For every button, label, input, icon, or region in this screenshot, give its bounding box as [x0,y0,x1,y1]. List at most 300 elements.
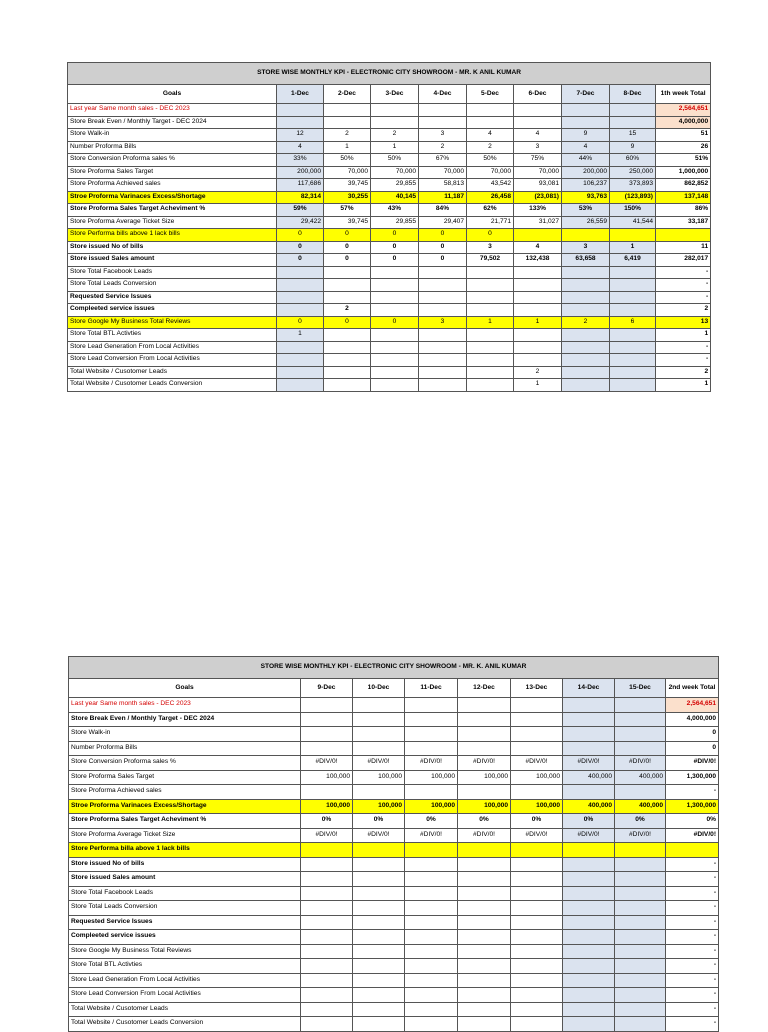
day-value-cell: 117,686 [277,179,324,192]
day-value-cell [511,872,563,887]
day-value-cell [419,366,467,379]
day-value-cell: 1 [467,316,514,329]
day-value-cell [563,698,615,713]
day-value-cell: 57% [324,204,371,217]
day-value-cell: 100,000 [511,770,563,785]
day-value-cell [405,741,458,756]
goal-label: Store Proforma Achieved sales [68,179,277,192]
day-value-cell [353,712,405,727]
table-row [68,354,711,367]
goal-label: Store Lead Conversion From Local Activities [69,988,301,1003]
week-total-cell: 2 [656,304,711,317]
day-value-cell [458,741,511,756]
day-value-cell: 133% [514,204,562,217]
day-value-cell: 43,542 [467,179,514,192]
week-total-cell: - [656,291,711,304]
table-row [68,129,711,142]
goal-label: Store Proforma Sales Target [69,770,301,785]
day-value-cell [301,988,353,1003]
table-row [69,973,719,988]
week-total-cell: 4,000,000 [666,712,719,727]
day-value-cell [511,1002,563,1017]
day-value-cell: 1 [514,379,562,392]
goal-label: Store Proforma Average Ticket Size [69,828,301,843]
day-value-cell [353,698,405,713]
table-row [69,814,719,829]
day-value-cell [610,379,656,392]
date-header: 11-Dec [405,679,458,698]
day-value-cell: 29,422 [277,216,324,229]
goal-label: Compleeted service issues [69,930,301,945]
goal-label: Store Lead Generation From Local Activities [68,341,277,354]
day-value-cell [405,973,458,988]
day-value-cell: 1 [514,316,562,329]
day-value-cell: 250,000 [610,166,656,179]
goal-label: Total Website / Cusotomer Leads [68,366,277,379]
day-value-cell: 26,458 [467,191,514,204]
week-total-cell: 862,852 [656,179,711,192]
week-total-cell: - [666,988,719,1003]
week-total-cell: 2,564,651 [666,698,719,713]
day-value-cell [277,354,324,367]
day-value-cell [615,901,666,916]
day-value-cell [511,698,563,713]
day-value-cell [371,116,419,129]
day-value-cell [371,379,419,392]
day-value-cell [562,104,610,117]
day-value-cell: 4 [562,141,610,154]
day-value-cell [514,266,562,279]
goal-label: Store Total BTL Activties [69,959,301,974]
day-value-cell [353,886,405,901]
goal-label: Total Website / Cusotomer Leads [69,1002,301,1017]
week-total-cell [656,229,711,242]
day-value-cell: 39,745 [324,179,371,192]
day-value-cell: 15 [610,129,656,142]
goal-label: Store Walk-in [68,129,277,142]
day-value-cell [419,329,467,342]
day-value-cell [301,857,353,872]
day-value-cell [371,104,419,117]
day-value-cell [563,712,615,727]
day-value-cell [458,973,511,988]
day-value-cell [324,116,371,129]
day-value-cell [563,727,615,742]
day-value-cell [467,116,514,129]
goal-label: Store issued Sales amount [69,872,301,887]
day-value-cell [511,915,563,930]
day-value-cell [301,944,353,959]
goal-label: Store Proforma Sales Target Acheviment % [68,204,277,217]
day-value-cell: #DIV/0! [405,756,458,771]
week-total-cell: 1 [656,379,711,392]
week-total-cell: 33,187 [656,216,711,229]
day-value-cell [562,116,610,129]
day-value-cell [563,741,615,756]
day-value-cell [563,959,615,974]
goal-label: Store Walk-in [69,727,301,742]
goal-label: Store Performa billa above 1 lack bills [69,843,301,858]
day-value-cell [511,930,563,945]
day-value-cell: (23,081) [514,191,562,204]
day-value-cell: 0 [467,229,514,242]
goal-label: Compleeted service issues [68,304,277,317]
day-value-cell [301,901,353,916]
week-total-cell: - [666,930,719,945]
week-total-cell: - [666,886,719,901]
day-value-cell [371,266,419,279]
day-value-cell [458,843,511,858]
day-value-cell [562,304,610,317]
day-value-cell: 0% [353,814,405,829]
day-value-cell [610,266,656,279]
day-value-cell: 0 [371,254,419,267]
day-value-cell [419,379,467,392]
day-value-cell: 2 [467,141,514,154]
goal-label: Number Proforma Bills [68,141,277,154]
week-total-cell: - [656,279,711,292]
week-total-cell: - [666,1017,719,1032]
day-value-cell: 3 [562,241,610,254]
week-total-cell: - [656,341,711,354]
day-value-cell [511,944,563,959]
day-value-cell [405,785,458,800]
day-value-cell: 0 [419,254,467,267]
day-value-cell: 2 [324,129,371,142]
day-value-cell [562,266,610,279]
day-value-cell: 100,000 [405,770,458,785]
goal-label: Store Proforma Sales Target Acheviment % [69,814,301,829]
day-value-cell [563,930,615,945]
day-value-cell: 132,438 [514,254,562,267]
day-value-cell [405,944,458,959]
day-value-cell: #DIV/0! [511,756,563,771]
date-header: 10-Dec [353,679,405,698]
sheet-title: STORE WISE MONTHLY KPI - ELECTRONIC CITY SHOWROOM - MR. K ANIL KUMAR [68,63,711,85]
day-value-cell: 0 [277,316,324,329]
day-value-cell [458,785,511,800]
day-value-cell [353,959,405,974]
day-value-cell [405,988,458,1003]
table-row [68,179,711,192]
day-value-cell [301,915,353,930]
day-value-cell: 58,813 [419,179,467,192]
table-row [69,698,719,713]
day-value-cell [511,901,563,916]
day-value-cell [458,872,511,887]
day-value-cell: 100,000 [301,770,353,785]
day-value-cell [615,886,666,901]
day-value-cell: 70,000 [324,166,371,179]
week-total-cell: - [666,785,719,800]
day-value-cell [615,712,666,727]
day-value-cell [610,104,656,117]
day-value-cell [562,279,610,292]
day-value-cell [562,329,610,342]
day-value-cell [353,872,405,887]
day-value-cell: #DIV/0! [458,828,511,843]
goals-header: Goals [68,85,277,104]
day-value-cell: 79,502 [467,254,514,267]
day-value-cell [563,843,615,858]
day-value-cell: 33% [277,154,324,167]
day-value-cell: 100,000 [405,799,458,814]
day-value-cell [353,857,405,872]
day-value-cell [458,712,511,727]
day-value-cell [610,341,656,354]
goal-label: Requested Service Issues [69,915,301,930]
day-value-cell: #DIV/0! [511,828,563,843]
day-value-cell: 100,000 [353,770,405,785]
goal-label: Store Google My Business Total Reviews [69,944,301,959]
day-value-cell: 0% [615,814,666,829]
day-value-cell [324,366,371,379]
day-value-cell [324,329,371,342]
table-row [69,857,719,872]
goal-label: Requested Service Issues [68,291,277,304]
table-row [68,379,711,392]
week-total-cell: - [666,959,719,974]
day-value-cell [353,973,405,988]
day-value-cell [458,886,511,901]
day-value-cell: 106,237 [562,179,610,192]
day-value-cell: 39,745 [324,216,371,229]
day-value-cell: 29,855 [371,179,419,192]
day-value-cell [277,291,324,304]
table-row [69,770,719,785]
week-total-cell: - [666,901,719,916]
goal-label: Store Proforma Achieved sales [69,785,301,800]
day-value-cell [405,915,458,930]
week-total-cell: - [666,973,719,988]
day-value-cell [324,354,371,367]
day-value-cell [615,988,666,1003]
goal-label: Total Website / Cusotomer Leads Conversion [68,379,277,392]
day-value-cell: 53% [562,204,610,217]
day-value-cell [419,266,467,279]
day-value-cell [371,366,419,379]
day-value-cell: #DIV/0! [353,756,405,771]
day-value-cell [301,959,353,974]
day-value-cell: 6 [610,316,656,329]
day-value-cell: 11,187 [419,191,467,204]
day-value-cell: 4 [514,129,562,142]
day-value-cell: 100,000 [353,799,405,814]
day-value-cell [511,712,563,727]
week-total-cell: #DIV/0! [666,828,719,843]
week-total-cell: #DIV/0! [666,756,719,771]
day-value-cell [301,872,353,887]
day-value-cell [467,304,514,317]
day-value-cell [353,915,405,930]
day-value-cell [458,915,511,930]
day-value-cell: 31,027 [514,216,562,229]
date-header: 4-Dec [419,85,467,104]
day-value-cell: 0 [371,316,419,329]
goal-label: Store Lead Conversion From Local Activities [68,354,277,367]
goal-label: Store Total Leads Conversion [68,279,277,292]
day-value-cell [277,366,324,379]
day-value-cell [371,279,419,292]
day-value-cell [405,843,458,858]
day-value-cell: 70,000 [514,166,562,179]
day-value-cell: #DIV/0! [405,828,458,843]
table-row [69,915,719,930]
day-value-cell [324,266,371,279]
day-value-cell [467,366,514,379]
day-value-cell: (123,893) [610,191,656,204]
day-value-cell [277,341,324,354]
goal-label: Total Website / Cusotomer Leads Conversion [69,1017,301,1032]
week-total-cell [666,843,719,858]
day-value-cell [563,915,615,930]
day-value-cell [301,1002,353,1017]
day-value-cell [514,104,562,117]
day-value-cell: 21,771 [467,216,514,229]
day-value-cell [353,785,405,800]
day-value-cell [562,379,610,392]
week-total-cell: 1 [656,329,711,342]
day-value-cell: 93,763 [562,191,610,204]
day-value-cell [615,857,666,872]
day-value-cell [467,266,514,279]
day-value-cell: 4 [514,241,562,254]
goal-label: Store Break Even / Monthly Target - DEC 2024 [68,116,277,129]
day-value-cell: 3 [467,241,514,254]
goal-label: Stroe Proforma Varinaces Excess/Shortage [68,191,277,204]
day-value-cell: 2 [371,129,419,142]
day-value-cell: 0 [277,241,324,254]
day-value-cell [610,279,656,292]
date-header: 1-Dec [277,85,324,104]
day-value-cell [562,291,610,304]
week-total-cell: 51% [656,154,711,167]
table-row [69,1002,719,1017]
day-value-cell: 100,000 [458,799,511,814]
week-total-cell: - [656,354,711,367]
goal-label: Store issued No of bills [69,857,301,872]
day-value-cell: 29,855 [371,216,419,229]
date-header: 3-Dec [371,85,419,104]
day-value-cell: 70,000 [419,166,467,179]
day-value-cell [458,944,511,959]
day-value-cell [324,379,371,392]
day-value-cell: 84% [419,204,467,217]
day-value-cell: 50% [371,154,419,167]
day-value-cell: 200,000 [562,166,610,179]
day-value-cell [371,354,419,367]
day-value-cell [615,741,666,756]
day-value-cell [301,698,353,713]
day-value-cell [563,1002,615,1017]
day-value-cell: 67% [419,154,467,167]
day-value-cell [467,329,514,342]
table-row [68,191,711,204]
table-row [68,241,711,254]
day-value-cell: 93,081 [514,179,562,192]
table-row [68,229,711,242]
goal-label: Store Proforma Sales Target [68,166,277,179]
day-value-cell [405,1002,458,1017]
day-value-cell: 2 [562,316,610,329]
day-value-cell [563,901,615,916]
day-value-cell [353,901,405,916]
day-value-cell [458,959,511,974]
day-value-cell [562,354,610,367]
day-value-cell: 50% [467,154,514,167]
day-value-cell [419,104,467,117]
day-value-cell [514,291,562,304]
goal-label: Store issued Sales amount [68,254,277,267]
day-value-cell: 70,000 [467,166,514,179]
day-value-cell: 70,000 [371,166,419,179]
day-value-cell [467,291,514,304]
table-row [69,741,719,756]
week-total-cell: 2 [656,366,711,379]
day-value-cell [419,341,467,354]
day-value-cell: 0% [563,814,615,829]
day-value-cell [610,329,656,342]
day-value-cell [610,116,656,129]
day-value-cell [301,973,353,988]
day-value-cell [405,959,458,974]
day-value-cell [277,104,324,117]
day-value-cell [514,229,562,242]
day-value-cell [301,930,353,945]
table-row [69,959,719,974]
day-value-cell [467,341,514,354]
day-value-cell [514,279,562,292]
day-value-cell [610,354,656,367]
day-value-cell [511,959,563,974]
day-value-cell: 0 [324,316,371,329]
day-value-cell: 400,000 [563,770,615,785]
day-value-cell [563,886,615,901]
date-header: 15-Dec [615,679,666,698]
day-value-cell: 63,658 [562,254,610,267]
day-value-cell [301,785,353,800]
day-value-cell [301,741,353,756]
goal-label: Store Conversion Proforma sales % [69,756,301,771]
day-value-cell [277,279,324,292]
day-value-cell [615,785,666,800]
day-value-cell [511,886,563,901]
day-value-cell: 0% [511,814,563,829]
goal-label: Store Break Even / Monthly Target - DEC 2024 [69,712,301,727]
day-value-cell [467,104,514,117]
goal-label: Store Proforma Average Ticket Size [68,216,277,229]
goal-label: Stroe Proforma Varinaces Excess/Shortage [69,799,301,814]
day-value-cell [353,988,405,1003]
day-value-cell [405,886,458,901]
day-value-cell: 40,145 [371,191,419,204]
day-value-cell: 75% [514,154,562,167]
day-value-cell [371,291,419,304]
day-value-cell [514,341,562,354]
day-value-cell [324,341,371,354]
day-value-cell: 0 [419,229,467,242]
week-total-cell: 1,000,000 [656,166,711,179]
goal-label: Store Google My Business Total Reviews [68,316,277,329]
day-value-cell [562,229,610,242]
day-value-cell [458,930,511,945]
table-row [69,944,719,959]
day-value-cell [563,973,615,988]
table-row [68,279,711,292]
day-value-cell: 0% [405,814,458,829]
day-value-cell: 1 [610,241,656,254]
goal-label: Last year Same month sales - DEC 2023 [69,698,301,713]
